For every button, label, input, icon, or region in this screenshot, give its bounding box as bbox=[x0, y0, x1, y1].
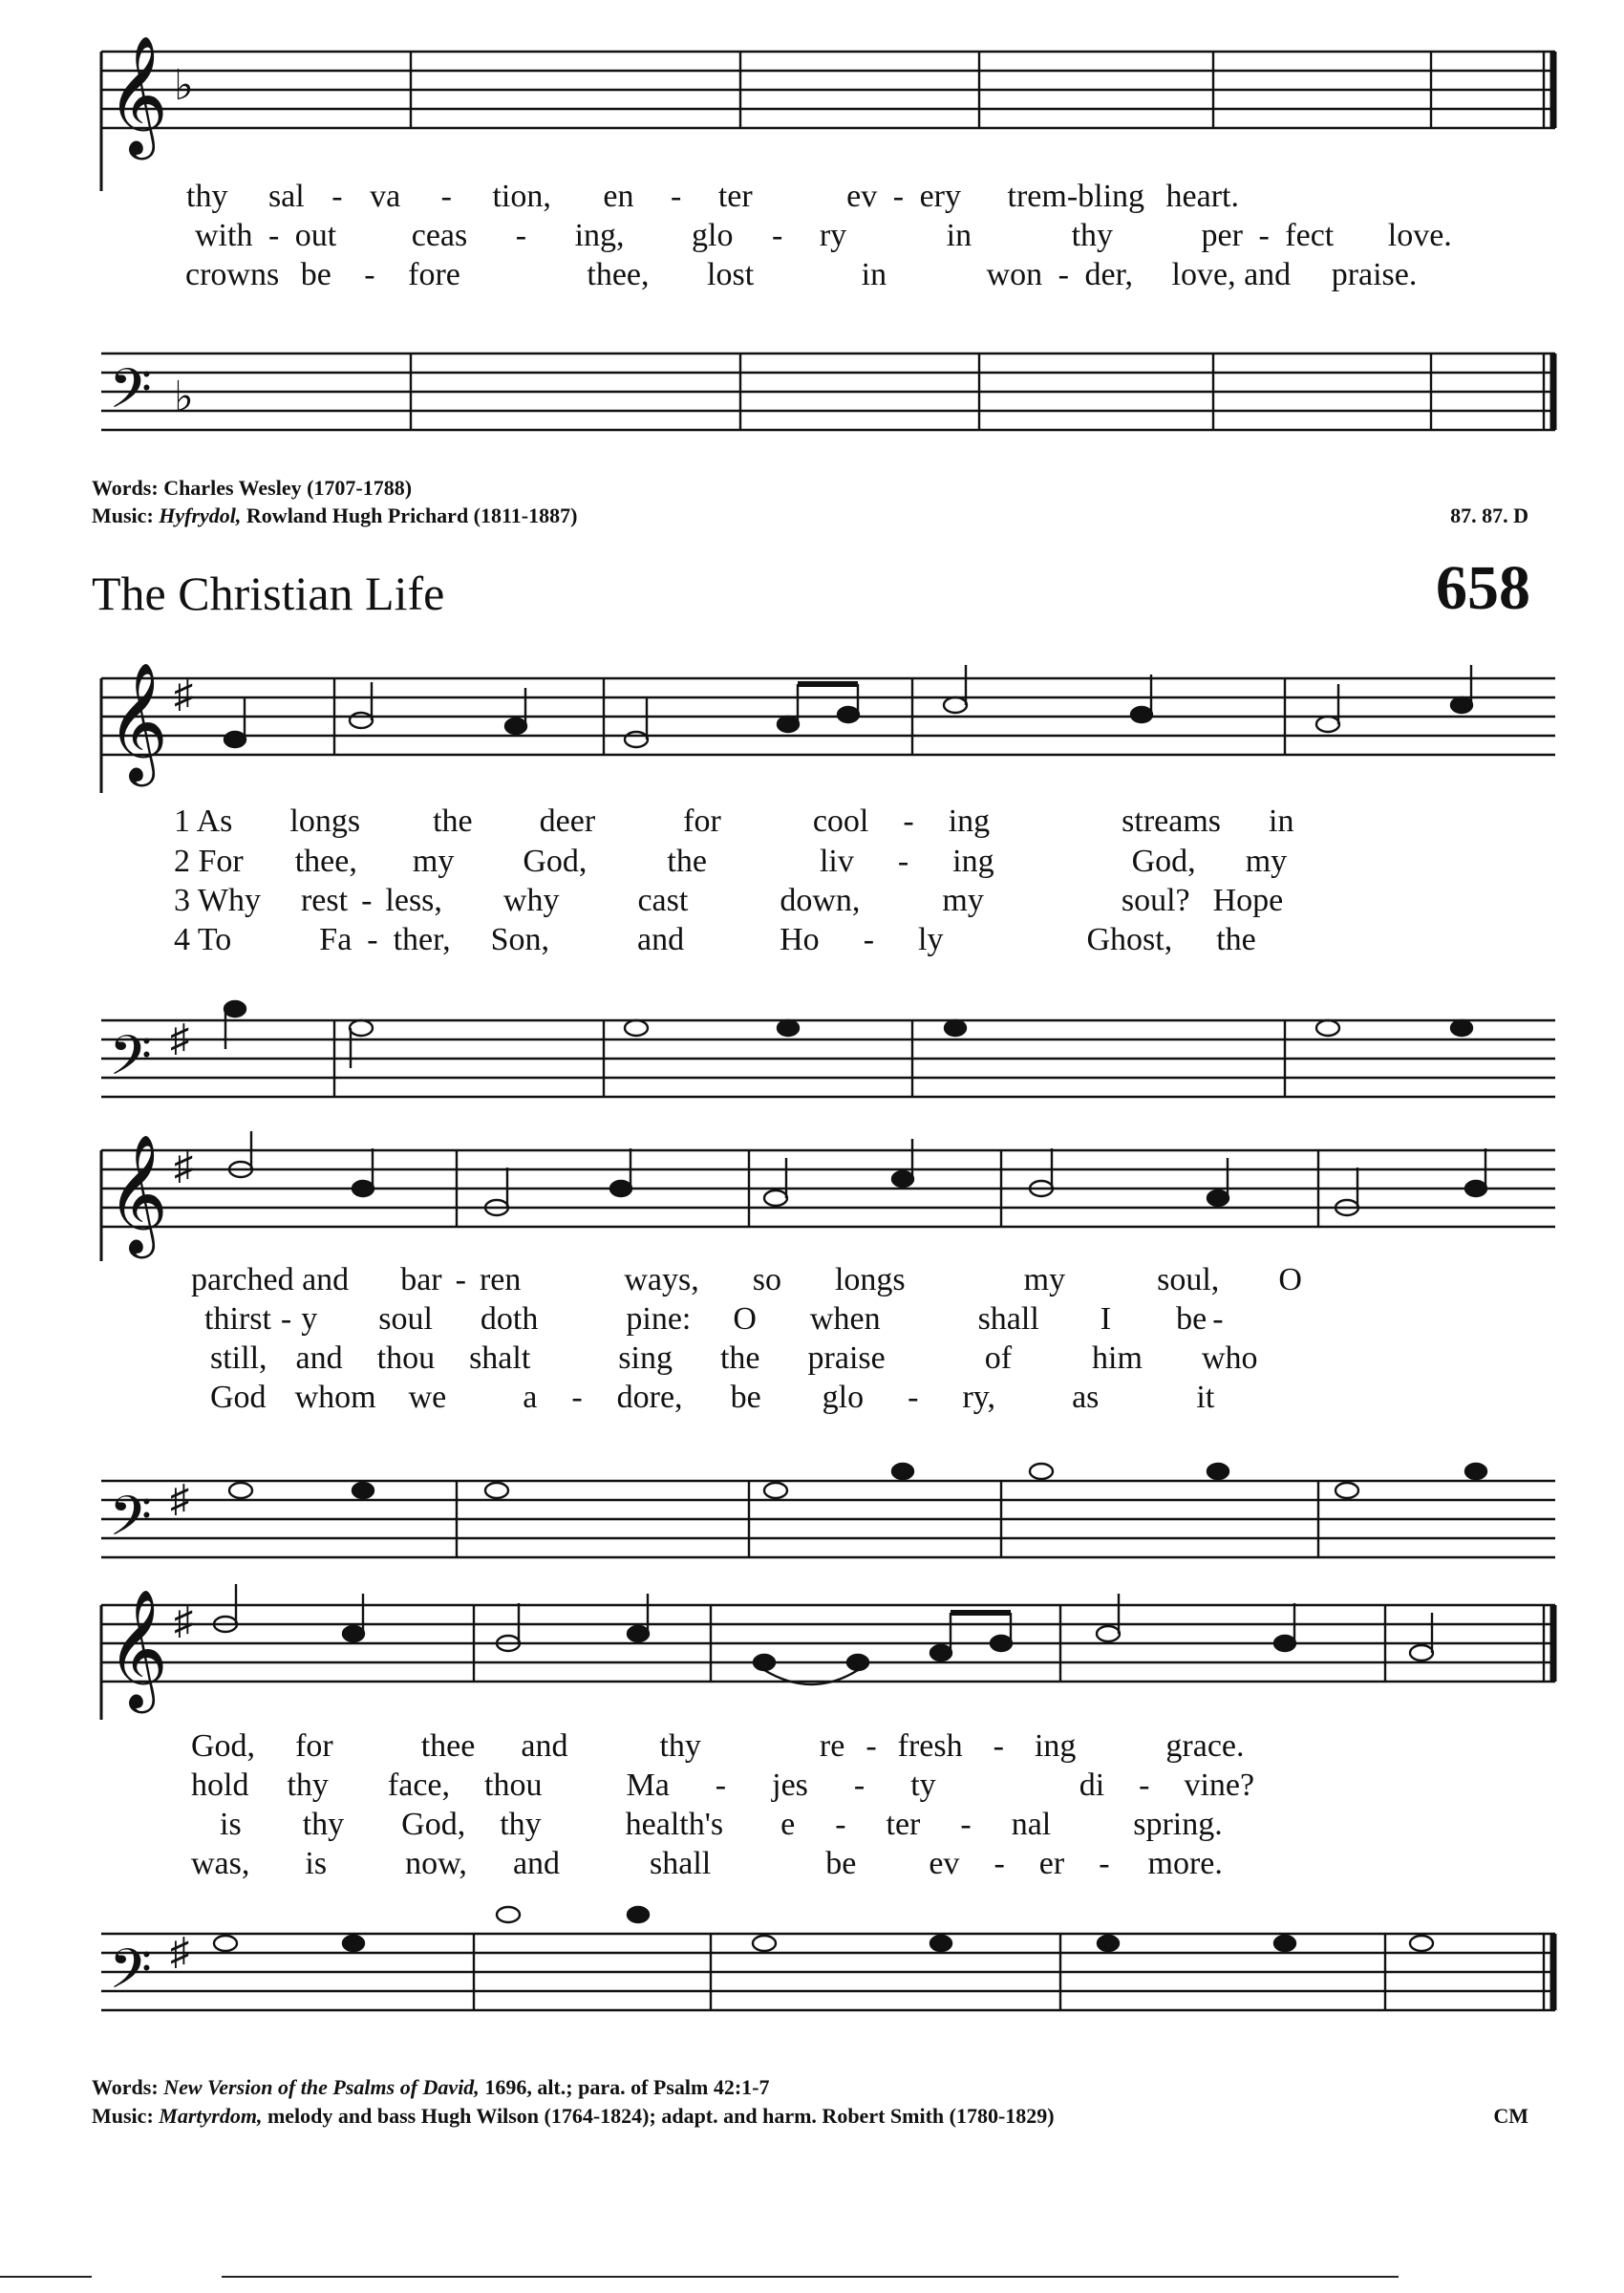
prev-verse-1: thy sal - va - tion, en - ter ev - ery trem-bling heart. bbox=[186, 179, 1239, 214]
hymn-system-2-verse-3: still, and thou shalt sing the praise of him who bbox=[210, 1340, 1258, 1376]
prev-music-credit: Music: Hyfrydol, Rowland Hugh Prichard (1811-1887) bbox=[92, 504, 578, 527]
system-2-treble-staff bbox=[0, 1127, 1624, 1261]
hymn-system-1-verse-1: 1 As longs the deer for cool - ing streams in bbox=[174, 804, 1294, 839]
prev-meter: 87. 87. D bbox=[1450, 504, 1528, 527]
svg-text:𝄢: 𝄢 bbox=[109, 360, 153, 434]
prev-verse-2: with - out ceas - ing, glo - ry in thy per - fect love. bbox=[195, 218, 1452, 253]
svg-text:𝄞: 𝄞 bbox=[107, 1593, 168, 1706]
svg-text:𝄞: 𝄞 bbox=[107, 666, 168, 780]
prev-words-credit: Words: Charles Wesley (1707-1788) bbox=[92, 476, 413, 500]
prev-hymn-treble-staff bbox=[0, 0, 1624, 191]
hymn-music-credit: Music: Martyrdom, melody and bass Hugh Wilson (1764-1824); adapt. and harm. Robert Smith (1780-1829) bbox=[92, 2104, 1055, 2128]
prev-verse-3: crowns be - fore thee, lost in won - der, love, and praise. bbox=[185, 257, 1418, 292]
hymn-system-3-verse-1: God, for thee and thy re - fresh - ing grace. bbox=[191, 1728, 1245, 1764]
svg-text:♭: ♭ bbox=[174, 374, 194, 420]
hymn-system-2-verse-4: God whom we a - dore, be glo - ry, as it bbox=[210, 1380, 1215, 1415]
svg-text:♭: ♭ bbox=[174, 62, 194, 109]
hymn-meter: CM bbox=[1493, 2104, 1528, 2128]
svg-text:♯: ♯ bbox=[170, 1477, 189, 1520]
system-2-bass-staff bbox=[0, 1452, 1624, 1576]
hymn-words-credit: Words: New Version of the Psalms of David, 1696, alt.; para. of Psalm 42:1-7 bbox=[92, 2075, 770, 2099]
svg-text:𝄢: 𝄢 bbox=[109, 1940, 153, 2014]
hymn-system-2-verse-1: parched and bar - ren ways, so longs my soul, O bbox=[191, 1262, 1302, 1297]
prev-hymn-bass-staff bbox=[0, 315, 1624, 449]
system-3-bass-staff bbox=[0, 1901, 1624, 2035]
svg-text:𝄢: 𝄢 bbox=[109, 1488, 153, 1561]
footer-rule bbox=[222, 2276, 1399, 2278]
section-title: The Christian Life bbox=[92, 567, 445, 620]
hymn-system-2-verse-2: thirst - y soul doth pine: O when shall I be - bbox=[204, 1301, 1224, 1337]
svg-text:𝄢: 𝄢 bbox=[109, 1027, 153, 1101]
svg-text:♯: ♯ bbox=[170, 1930, 189, 1973]
system-1-bass-staff bbox=[0, 994, 1624, 1118]
hymn-system-3-verse-3: is thy God, thy health's e - ter - nal spring. bbox=[220, 1807, 1223, 1842]
hymn-system-3-verse-2: hold thy face, thou Ma - jes - ty di - vine? bbox=[191, 1768, 1255, 1803]
hymn-system-1-verse-4: 4 To Fa - ther, Son, and Ho - ly Ghost, the bbox=[174, 922, 1256, 957]
svg-text:♯: ♯ bbox=[174, 1145, 193, 1188]
system-3-treble-staff bbox=[0, 1576, 1624, 1720]
hymn-system-1-verse-3: 3 Why rest - less, why cast down, my soul? Hope bbox=[174, 883, 1284, 918]
svg-text:𝄞: 𝄞 bbox=[107, 1138, 168, 1252]
svg-text:♯: ♯ bbox=[170, 1017, 189, 1060]
svg-text:𝄞: 𝄞 bbox=[107, 35, 168, 155]
footer-rule-left bbox=[0, 2276, 92, 2278]
hymn-number: 658 bbox=[1436, 553, 1530, 623]
system-1-treble-staff bbox=[0, 659, 1624, 793]
svg-text:♯: ♯ bbox=[174, 1599, 193, 1642]
hymn-system-1-verse-2: 2 For thee, my God, the liv - ing God, my bbox=[174, 844, 1288, 879]
hymn-system-3-verse-4: was, is now, and shall be ev - er - more. bbox=[191, 1846, 1223, 1881]
svg-text:♯: ♯ bbox=[174, 673, 193, 716]
